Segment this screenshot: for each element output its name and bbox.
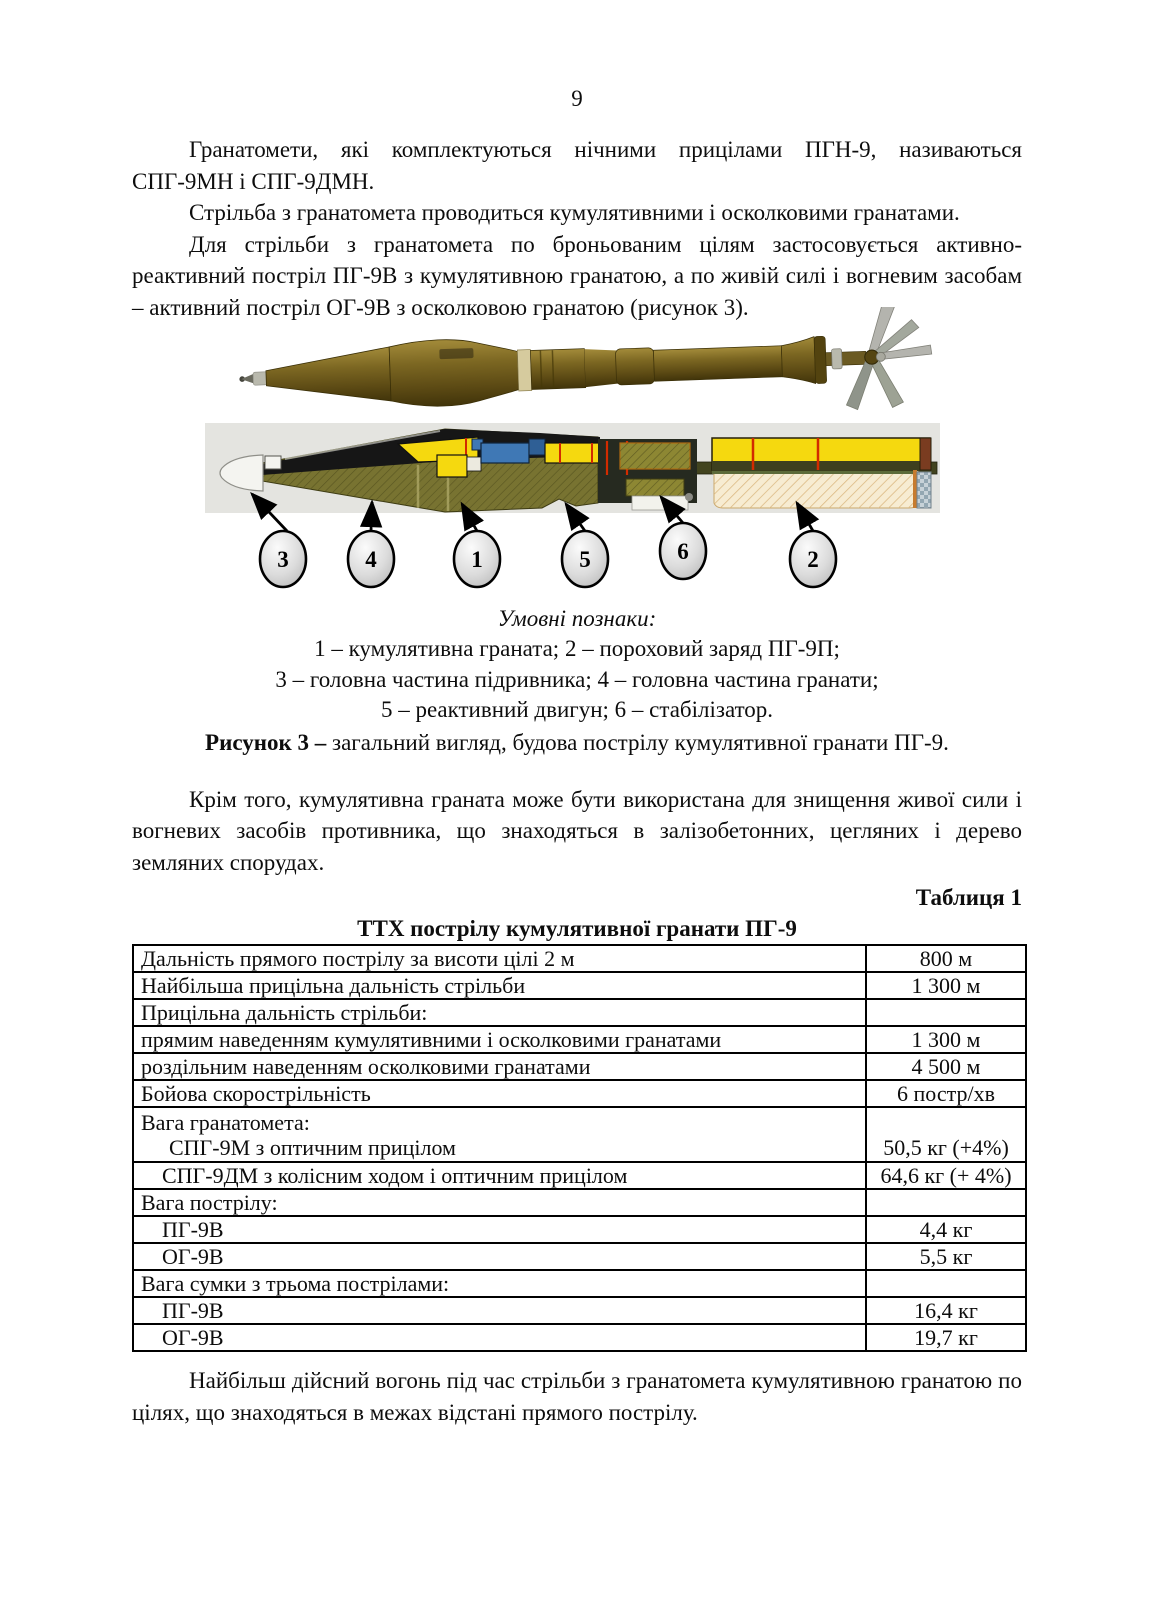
table-cell-value: 16,4 кг: [866, 1297, 1026, 1324]
figure-caption-number: Рисунок 3 –: [205, 729, 327, 755]
table-cell-value: 50,5 кг (+4%): [866, 1107, 1026, 1162]
paragraph-firing-types: Стрільба з гранатомета проводиться кумулятивними і осколковими гранатами.: [189, 200, 960, 225]
callout-5: 5: [579, 547, 591, 572]
callout-1: 1: [471, 547, 483, 572]
table-row: [133, 1026, 1026, 1053]
table-cell-label: прямим наведенням кумулятивними і осколковими гранатами: [133, 1026, 866, 1053]
table-row: [133, 1080, 1026, 1107]
table-cell-value: 64,6 кг (+ 4%): [866, 1162, 1026, 1189]
table-row: [133, 999, 1026, 1026]
table-cell-label: Найбільша прицільна дальність стрільби: [133, 972, 866, 999]
table-cell-label: Вага сумки з трьома пострілами:: [133, 1270, 866, 1297]
table-cell-value: 19,7 кг: [866, 1324, 1026, 1351]
table-cell-label: Прицільна дальність стрільби:: [133, 999, 866, 1026]
callout-bubbles: [260, 523, 836, 587]
table-label: Таблиця 1: [915, 885, 1022, 910]
table-cell-value: 4,4 кг: [866, 1216, 1026, 1243]
table-row: [133, 1297, 1026, 1324]
table-cell-value: 5,5 кг: [866, 1243, 1026, 1270]
table-row: [133, 1270, 1026, 1297]
table-cell-value: 1 300 м: [866, 972, 1026, 999]
table-row: [133, 1324, 1026, 1351]
legend-line-2: 3 – головна частина підривника; 4 – головна частина гранати;: [275, 666, 879, 692]
table-row: [133, 1216, 1026, 1243]
table-cell-label: ОГ-9В: [133, 1243, 866, 1270]
ttx-table: [132, 944, 1027, 1352]
legend-title: Умовні познаки:: [497, 605, 657, 631]
table-cell-value: 6 постр/хв: [866, 1080, 1026, 1107]
table-cell-label: ПГ-9В: [133, 1297, 866, 1324]
table-row: [133, 945, 1026, 972]
table-cell-value: 4 500 м: [866, 1053, 1026, 1080]
table-cell-label: Вага пострілу:: [133, 1189, 866, 1216]
paragraph-rounds: Для стрільби з гранатомета по броньованим цілям застосовується активно-реактивний постріл ПГ-9В з кумулятивною гранатою, а по живій силі і вогневим засобам – активний постріл ОГ-9В з осколковою гранатою (рисунок 3).: [132, 231, 1022, 320]
rocket-exterior-view: [237, 307, 933, 431]
powder-charge: [712, 438, 931, 508]
figure-rocket-diagram: [0, 307, 1154, 602]
table-row: [133, 1189, 1026, 1216]
table-cell-value: 1 300 м: [866, 1026, 1026, 1053]
legend-line-3: 5 – реактивний двигун; 6 – стабілізатор.: [380, 697, 774, 722]
table-cell-value: 800 м: [866, 945, 1026, 972]
legend-line-1: 1 – кумулятивна граната; 2 – пороховий заряд ПГ-9П;: [314, 636, 840, 661]
table-cell-value: [866, 999, 1026, 1026]
table-cell-label: ОГ-9В: [133, 1324, 866, 1351]
table-title: ТТХ пострілу кумулятивної гранати ПГ-9: [357, 916, 797, 941]
rocket-cutaway-view: [205, 423, 940, 513]
table-row: [133, 1053, 1026, 1080]
table-row: [133, 1243, 1026, 1270]
callout-4: 4: [365, 547, 377, 572]
figure-caption: [132, 727, 1022, 758]
table-row: [133, 972, 1026, 999]
callout-6: 6: [677, 539, 689, 564]
table-cell-label: роздільним наведенням осколковими гранатами: [133, 1053, 866, 1080]
table-row: [133, 1107, 1026, 1162]
callout-3: 3: [277, 547, 289, 572]
figure-legend: [132, 604, 1022, 726]
rocket-figure-svg: [0, 307, 1154, 593]
table-cell-label: Бойова скорострільність: [133, 1080, 866, 1107]
table-cell-label: Вага гранатомета: СПГ-9М з оптичним прицілом: [133, 1107, 866, 1162]
paragraph-night-sights: Гранатомети, які комплектуються нічними прицілами ПГН-9, називаються СПГ-9МН і СПГ-9ДМН.: [132, 137, 1022, 194]
table-cell-label: Дальність прямого пострілу за висоти цілі 2 м: [133, 945, 866, 972]
figure-caption-text: загальний вигляд, будова пострілу кумулятивної гранати ПГ-9.: [326, 729, 949, 755]
callout-2: 2: [807, 547, 819, 572]
table-cell-label: СПГ-9ДМ з колісним ходом і оптичним прицілом: [133, 1162, 866, 1189]
table-cell-label: ПГ-9В: [133, 1216, 866, 1243]
table-cell-value: [866, 1189, 1026, 1216]
paragraph-effective-fire: Найбільш дійсний вогонь під час стрільби з гранатомета кумулятивною гранатою по цілях, що знаходяться в межах відстані прямого пострілу.: [132, 1368, 1022, 1425]
table-row: [133, 1162, 1026, 1189]
table-cell-value: [866, 1270, 1026, 1297]
page-number: 9: [571, 86, 583, 111]
paragraph-additional-use: Крім того, кумулятивна граната може бути використана для знищення живої сили і вогневих засобів противника, що знаходяться в залізобетонних, цегляних і дерево земляних спорудах.: [132, 786, 1022, 875]
